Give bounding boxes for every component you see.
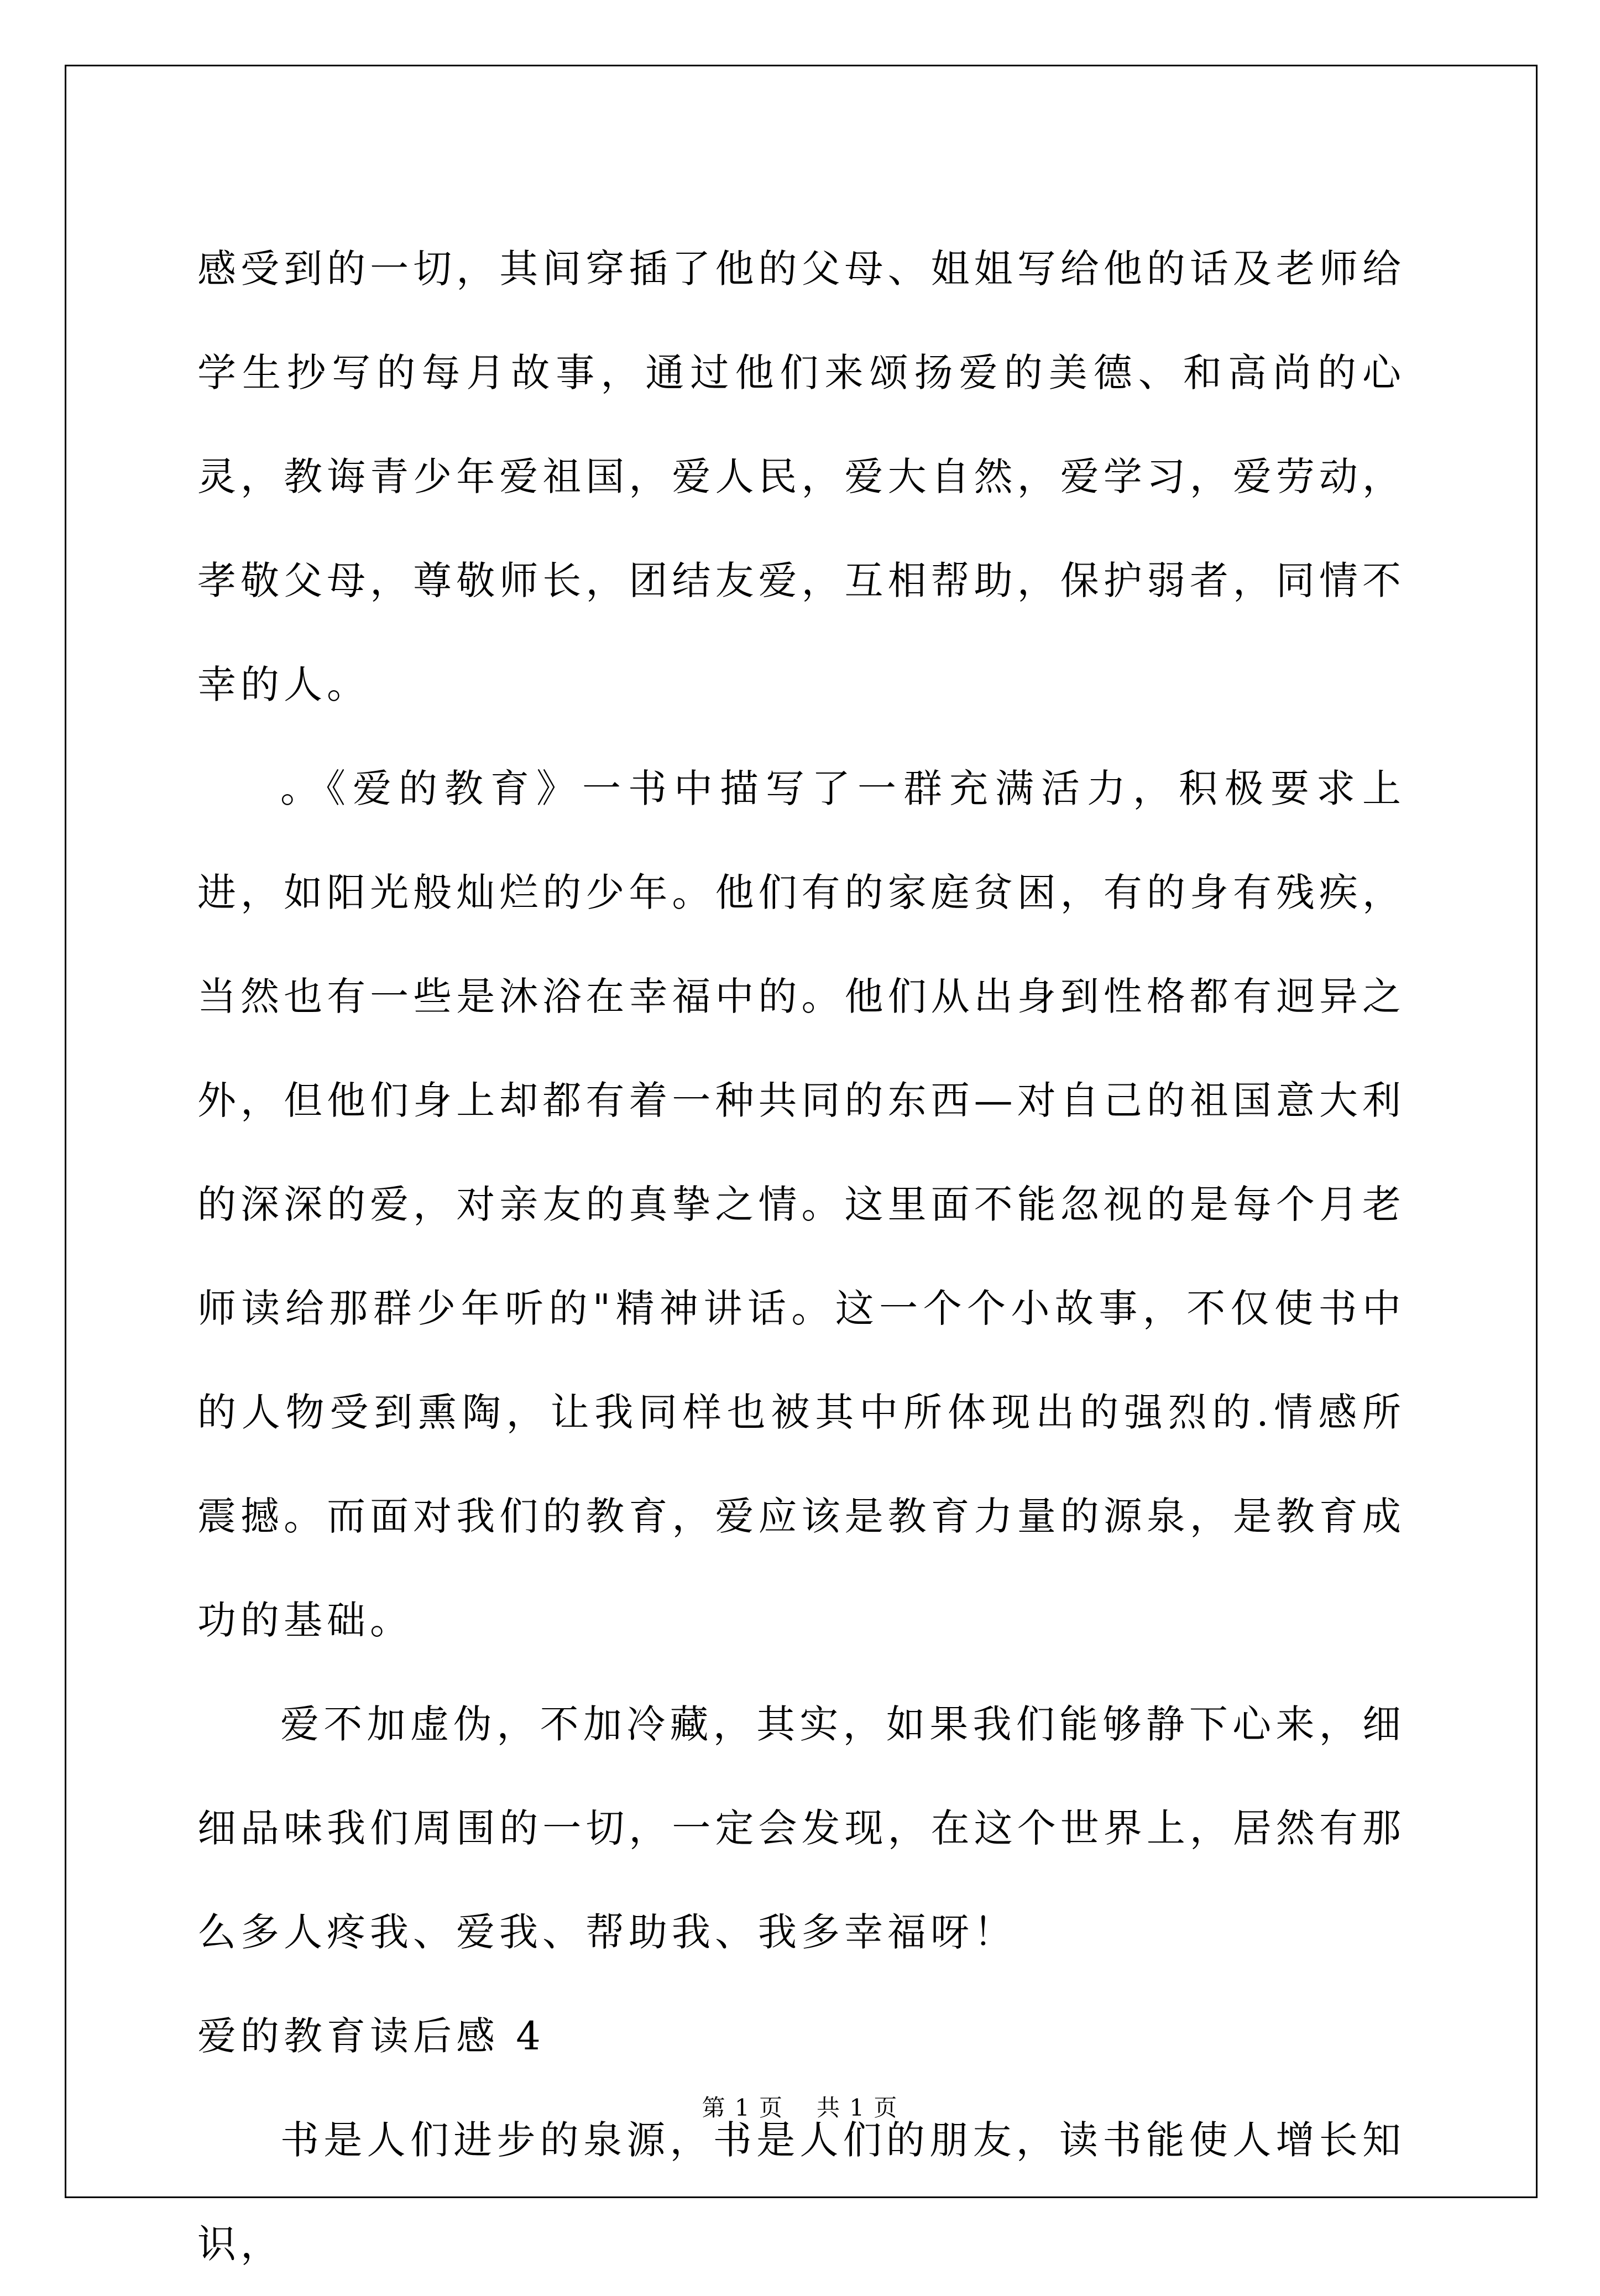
page-number: 第 1 页 [702,2094,783,2121]
page-footer [0,2091,1600,2125]
paragraph-3: 爱不加虚伪，不加冷藏，其实，如果我们能够静下心来，细细品味我们周围的一切，一定会发现，在这个世界上，居然有那么多人疼我、爱我、帮助我、我多幸福呀！ [197,1702,1405,1955]
section-title: 爱的教育读后感 4 [197,2013,545,2059]
paragraph-1: 感受到的一切，其间穿插了他的父母、姐姐写给他的话及老师给学生抄写的每月故事，通过他们来颂扬爱的美德、和高尚的心灵，教诲青少年爱祖国，爱人民，爱大自然，爱学习，爱劳动，孝敬父母，尊敬师长，团结友爱，互相帮助，保护弱者，同情不幸的人。 [197,246,1405,707]
paragraph-4: 书是人们进步的泉源，书是人们的朋友，读书能使人增长知识， [197,2117,1405,2267]
paragraph-2: 。《爱的教育》一书中描写了一群充满活力，积极要求上进，如阳光般灿烂的少年。他们有的家庭贫困，有的身有残疾，当然也有一些是沐浴在幸福中的。他们从出身到性格都有迥异之外，但他们身上却都有着一种共同的东西—对自己的祖国意大利的深深的爱，对亲友的真挚之情。这里面不能忽视的是每个月老师读给那群少年听的"精神讲话。这一个个小故事，不仅使书中的人物受到熏陶，让我同样也被其中所体现出的强烈的.情感所震撼。而面对我们的教育，爱应该是教育力量的源泉，是教育成功的基础。 [197,766,1405,1643]
document-body [197,217,1405,2296]
page-total: 共 1 页 [817,2094,898,2121]
